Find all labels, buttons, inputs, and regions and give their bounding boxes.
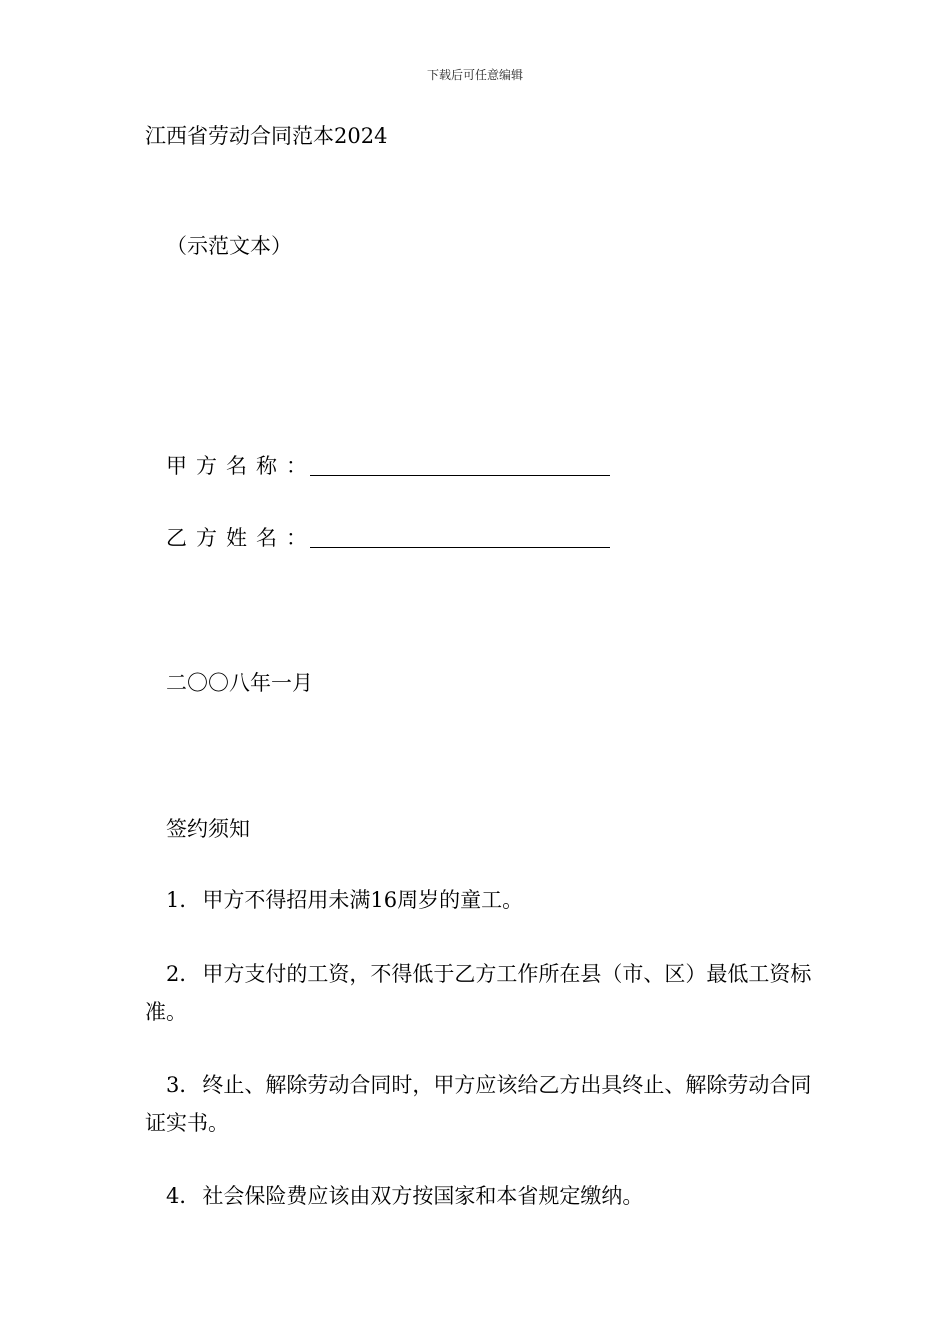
document-title: 江西省劳动合同范本2024 [145,124,388,148]
document-date: 二〇〇八年一月 [166,671,313,695]
notice-item [145,1066,815,1142]
notice-item [145,1177,815,1215]
party-a-name-blank[interactable] [310,453,610,476]
notice-item-text: 甲方支付的工资，不得低于乙方工作所在县（市、区）最低工资标准。 [145,962,812,1024]
notice-item-number: 1． [166,888,201,912]
notice-title: 签约须知 [166,817,250,841]
party-b-name-label: 乙方姓名： [166,526,316,550]
notice-item-text: 终止、解除劳动合同时，甲方应该给乙方出具终止、解除劳动合同证实书。 [145,1073,812,1135]
party-a-name-label: 甲方名称： [166,454,316,478]
notice-item [145,881,815,919]
header-note: 下载后可任意编辑 [426,68,523,82]
notice-item [145,955,815,1031]
party-b-name-blank[interactable] [310,525,610,548]
notice-item-number: 2． [166,962,201,986]
notice-item-number: 4． [166,1184,201,1208]
notice-item-number: 3． [166,1073,201,1097]
party-b-name-row [166,523,610,553]
party-a-name-row [166,451,610,481]
document-subtitle: （示范文本） [166,234,292,258]
notice-item-text: 甲方不得招用未满16周岁的童工。 [202,888,524,912]
notice-item-text: 社会保险费应该由双方按国家和本省规定缴纳。 [202,1184,644,1208]
